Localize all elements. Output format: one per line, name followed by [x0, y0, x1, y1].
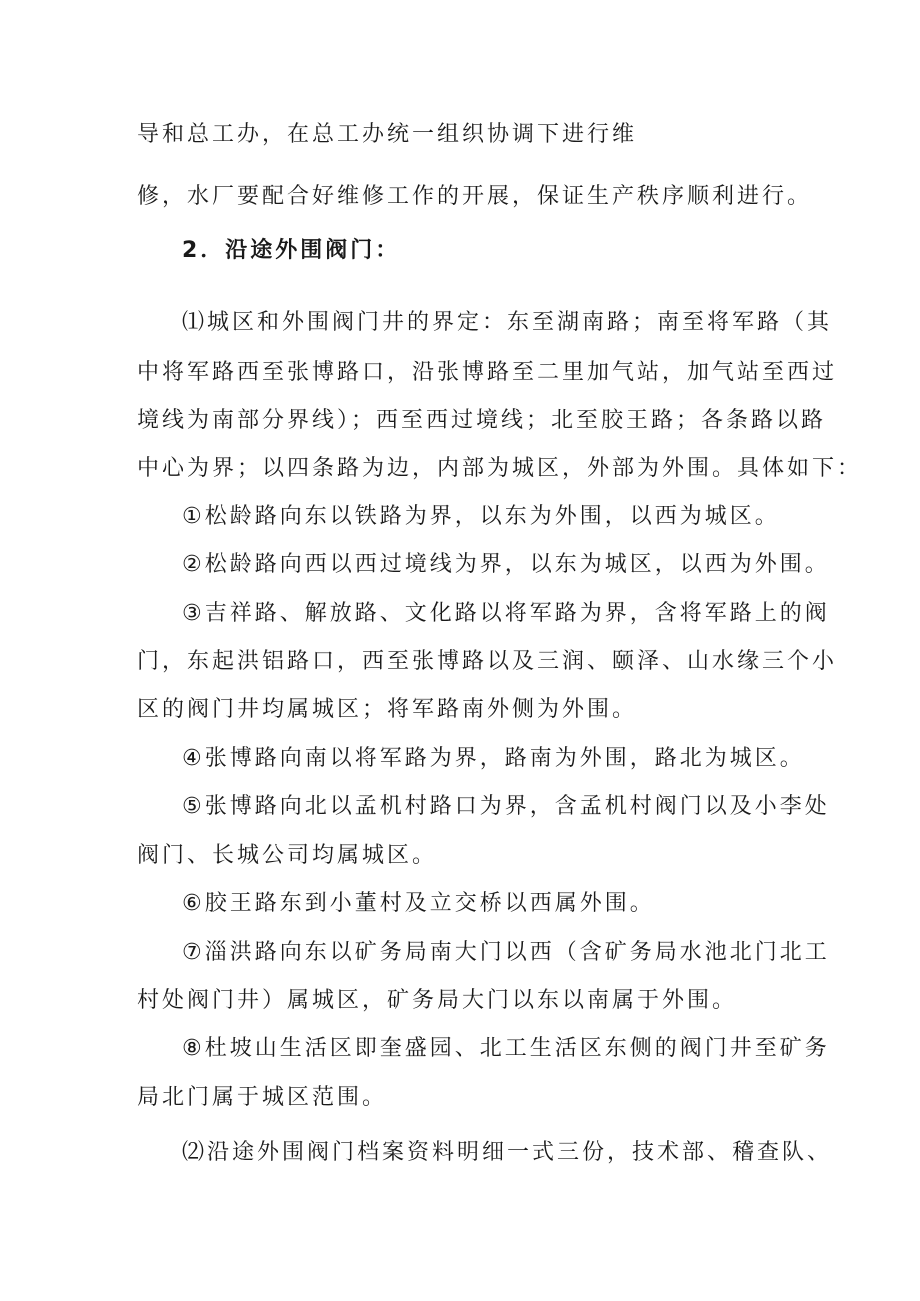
- list-item-5: ⑤张博路向北以孟机村路口为界，含孟机村阀门以及小李处: [182, 794, 830, 819]
- list-item-5-cont: 阀门、长城公司均属城区。: [137, 843, 438, 868]
- list-item-7-cont: 村处阀门井）属城区，矿务局大门以东以南属于外围。: [137, 988, 738, 1013]
- list-item-6: ⑥胶王路东到小董村及立交桥以西属外围。: [182, 891, 655, 916]
- list-item-4: ④张博路向南以将军路为界，路南为外围，路北为城区。: [182, 746, 805, 771]
- section-heading: 2．沿途外围阀门：: [182, 238, 401, 263]
- list-item-1: ①松龄路向东以铁路为界，以东为外围，以西为城区。: [182, 504, 780, 529]
- paragraph-line: 中将军路西至张博路口，沿张博路至二里加气站，加气站至西过: [137, 360, 838, 385]
- list-item-2: ②松龄路向西以西过境线为界，以东为城区，以西为外围。: [182, 552, 830, 577]
- list-item-3: ③吉祥路、解放路、文化路以将军路为界，含将军路上的阀: [182, 601, 830, 626]
- paragraph-line: ⑴城区和外围阀门井的界定：东至湖南路；南至将军路（其: [182, 310, 833, 335]
- list-item-7: ⑦淄洪路向东以矿务局南大门以西（含矿务局水池北门北工: [182, 940, 830, 965]
- list-item-8-cont: 局北门属于城区范围。: [137, 1085, 388, 1110]
- paragraph-line: 中心为界；以四条路为边，内部为城区，外部为外围。具体如下：: [137, 456, 863, 481]
- paragraph-line: ⑵沿途外围阀门档案资料明细一式三份，技术部、稽查队、: [182, 1140, 833, 1165]
- list-item-8: ⑧杜坡山生活区即奎盛园、北工生活区东侧的阀门井至矿务: [182, 1036, 830, 1061]
- list-item-3-cont: 区的阀门井均属城区；将军路南外侧为外围。: [137, 697, 638, 722]
- paragraph-line: 境线为南部分界线）；西至西过境线；北至胶王路；各条路以路: [137, 408, 827, 433]
- paragraph-line-continuation: 导和总工办，在总工办统一组织协调下进行维: [137, 122, 638, 147]
- paragraph-line-continuation: 修，水厂要配合好维修工作的开展，保证生产秩序顺利进行。: [137, 184, 813, 209]
- list-item-3-cont: 门，东起洪铝路口，西至张博路以及三润、颐泽、山水缘三个小: [137, 649, 838, 674]
